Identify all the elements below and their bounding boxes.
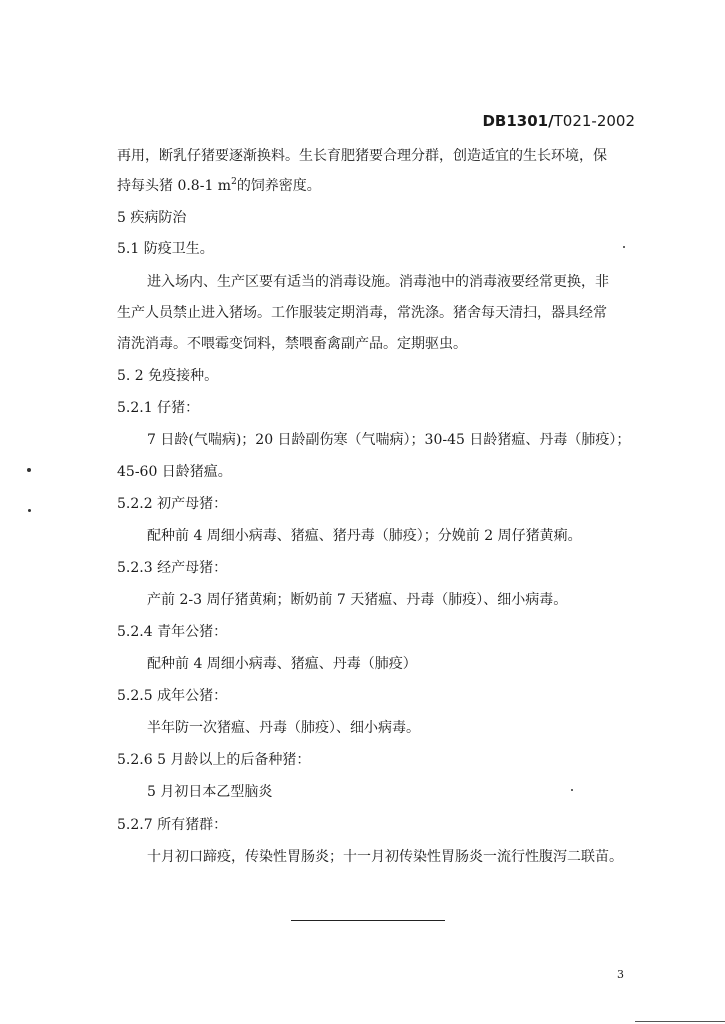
page-number: 3 <box>617 968 624 981</box>
body-line: 生产人员禁止进入猪场。工作服装定期消毒，常洗涤。猪舍每天清扫，器具经常 <box>117 305 607 321</box>
footnote-divider <box>291 920 445 921</box>
density-text: 持每头猪 0.8-1 m <box>117 178 232 194</box>
body-line: 清洗消毒。不喂霉变饲料，禁喂畜禽副产品。定期驱虫。 <box>117 336 467 352</box>
clause-heading: 5.2.5 成年公猪： <box>117 688 228 704</box>
subsection-heading: 5.1 防疫卫生。 <box>117 241 214 257</box>
body-line: 45-60 日龄猪瘟。 <box>117 464 232 480</box>
standard-number <box>482 112 635 130</box>
clause-heading: 5.2.1 仔猪： <box>117 400 200 416</box>
standard-code: DB1301/ <box>482 112 554 130</box>
body-line: 十月初口蹄疫，传染性胃肠炎；十一月初传染性胃肠炎一流行性腹泻二联苗。 <box>147 849 623 865</box>
body-line: 配种前 4 周细小病毒、猪瘟、猪丹毒（肺疫）；分娩前 2 周仔猪黄痢。 <box>147 528 582 544</box>
scan-speck <box>571 789 573 791</box>
density-suffix: 的饲养密度。 <box>236 178 321 194</box>
scan-speck <box>27 468 31 472</box>
scan-edge <box>635 1021 725 1022</box>
density-superscript: 2 <box>231 177 237 187</box>
clause-heading: 5.2.4 青年公猪： <box>117 624 228 640</box>
scan-speck <box>28 509 31 512</box>
standard-suffix: T021-2002 <box>553 112 635 130</box>
clause-heading: 5.2.6 5 月龄以上的后备种猪： <box>117 752 311 768</box>
subsection-heading: 5. 2 免疫接种。 <box>117 368 219 384</box>
body-line: 产前 2-3 周仔猪黄痢；断奶前 7 天猪瘟、丹毒（肺疫）、细小病毒。 <box>147 592 568 608</box>
clause-heading: 5.2.3 经产母猪： <box>117 560 228 576</box>
section-heading: 5 疾病防治 <box>117 210 187 226</box>
body-line: 配种前 4 周细小病毒、猪瘟、丹毒（肺疫） <box>147 656 417 672</box>
body-line: 半年防一次猪瘟、丹毒（肺疫）、细小病毒。 <box>147 720 420 736</box>
body-line: 进入场内、生产区要有适当的消毒设施。消毒池中的消毒液要经常更换，非 <box>147 274 609 290</box>
body-line: 再用，断乳仔猪要逐渐换料。生长育肥猪要合理分群，创造适宜的生长环境，保 <box>117 148 607 164</box>
clause-heading: 5.2.7 所有猪群： <box>117 817 228 833</box>
clause-heading: 5.2.2 初产母猪： <box>117 496 228 512</box>
body-line: 7 日龄(气喘病)；20 日龄副伤寒（气喘病）；30-45 日龄猪瘟、丹毒（肺疫）； <box>147 432 631 448</box>
scan-speck <box>623 246 625 248</box>
body-line <box>117 176 321 196</box>
body-line: 5 月初日本乙型脑炎 <box>147 784 273 800</box>
